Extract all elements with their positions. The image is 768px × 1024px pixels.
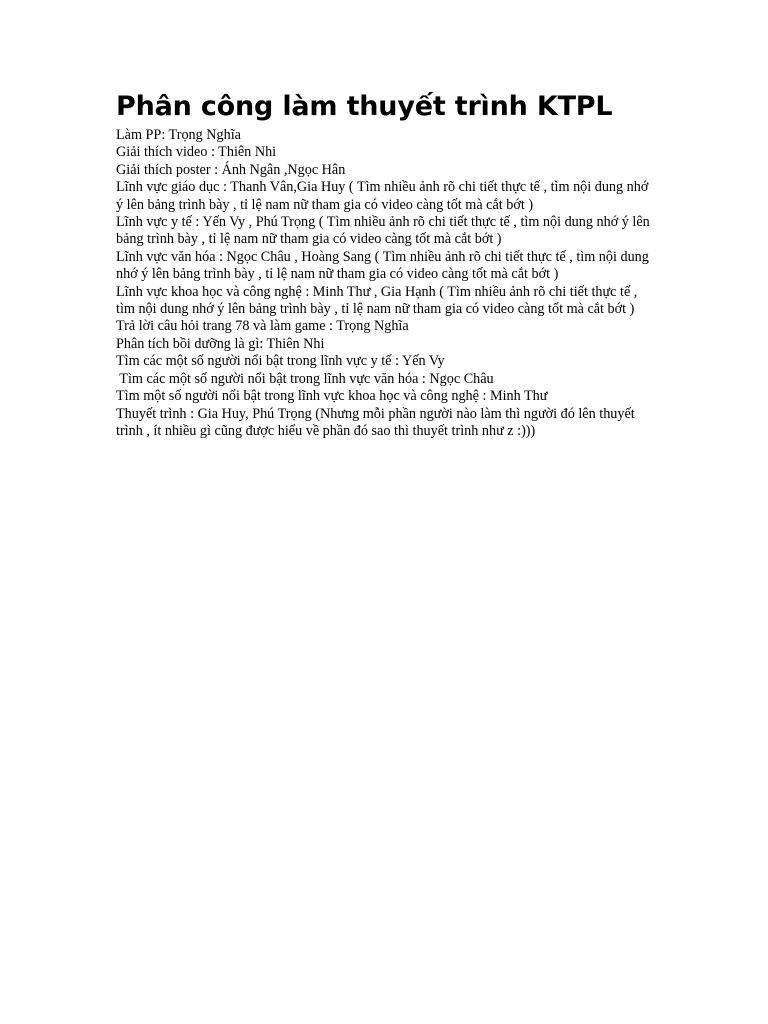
assignment-line-science: Lĩnh vực khoa học và công nghệ : Minh Thư , Gia Hạnh ( Tìm nhiều ảnh rõ chi tiết thực tế , tìm nội dung nhớ ý lên bảng trình bày , tỉ lệ nam nữ tham gia có video càng tốt mà cắt bớt )	[116, 283, 638, 318]
assignment-line-culture: Lĩnh vực văn hóa : Ngọc Châu , Hoàng Sang ( Tìm nhiều ảnh rõ chi tiết thực tế , tìm nội dung nhớ ý lên bảng trình bày , tỉ lệ nam nữ tham gia có video càng tốt mà cắt bớt )	[116, 248, 649, 283]
assignment-line-questions: Trả lời câu hỏi trang 78 và làm game : Trọng Nghĩa	[116, 318, 409, 335]
assignment-line-health-figures: Tìm các một số người nổi bật trong lĩnh vực y tế : Yến Vy	[116, 353, 445, 370]
assignment-line-culture-figures: Tìm các một số người nổi bật trong lĩnh vực văn hóa : Ngọc Châu	[116, 370, 494, 387]
assignment-line-science-figures: Tìm một số người nổi bật trong lĩnh vực khoa học và công nghệ : Minh Thư	[116, 388, 548, 405]
assignment-line-pp: Làm PP: Trọng Nghĩa	[116, 127, 241, 143]
assignment-line-education: Lĩnh vực giáo dục : Thanh Vân,Gia Huy ( Tìm nhiều ảnh rõ chi tiết thực tế , tìm nội dung nhớ ý lên bảng trình bày , tỉ lệ nam nữ tham gia có video càng tốt mà cắt bớt )	[116, 179, 649, 213]
document-body	[116, 127, 656, 440]
document-title: Phân công làm thuyết trình KTPL	[116, 91, 613, 122]
assignment-line-health: Lĩnh vực y tế : Yến Vy , Phú Trọng ( Tìm nhiều ảnh rõ chi tiết thực tế , tìm nội dung nhớ ý lên bảng trình bày , tỉ lệ nam nữ tham gia có video càng tốt mà cắt bớt )	[116, 214, 650, 248]
assignment-line-presentation: Thuyết trình : Gia Huy, Phú Trọng (Nhưng mỗi phần người nào làm thì người đó lên thuyết trình , ít nhiều gì cũng được hiểu về phần đó sao thì thuyết trình như z :)))	[116, 405, 635, 439]
assignment-line-video: Giải thích video : Thiên Nhi	[116, 144, 277, 161]
document-content	[116, 88, 656, 440]
assignment-line-analysis: Phân tích bồi dưỡng là gì: Thiên Nhi	[116, 335, 325, 352]
assignment-line-poster: Giải thích poster : Ánh Ngân ,Ngọc Hân	[116, 161, 346, 178]
